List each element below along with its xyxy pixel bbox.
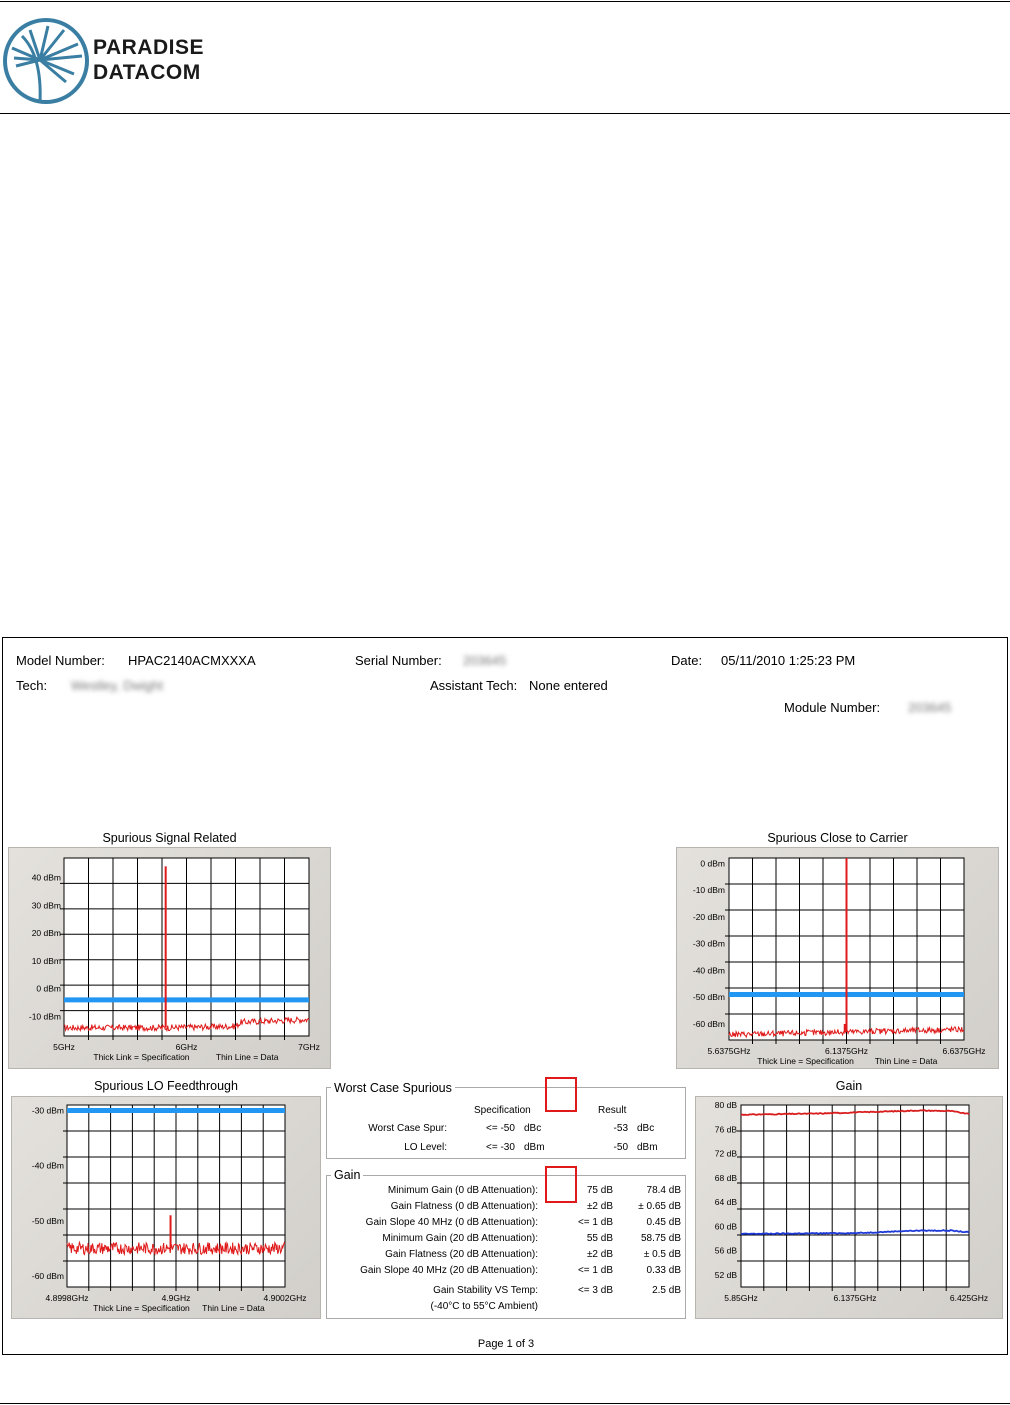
- x-tick-label: 4.9002GHz: [263, 1293, 307, 1303]
- y-tick-label: 10 dBm: [31, 955, 61, 966]
- legend-data-label: Thin Line = Data: [874, 1056, 938, 1066]
- lo-level-label: LO Level:: [404, 1142, 447, 1153]
- x-tick-label: 5.6375GHz: [707, 1046, 751, 1056]
- x-tick-label: 4.8998GHz: [45, 1293, 89, 1303]
- module-label: Module Number:: [784, 700, 881, 715]
- gain-row-spec: ±2 dB: [586, 1201, 613, 1212]
- x-tick-label: 6GHz: [175, 1042, 198, 1052]
- date-label: Date:: [671, 653, 703, 668]
- gain-row-spec: <= 3 dB: [577, 1285, 613, 1296]
- y-tick-label: 0 dBm: [700, 858, 725, 869]
- gain-row-spec: 55 dB: [586, 1233, 613, 1244]
- assistant-label: Assistant Tech:: [430, 678, 518, 693]
- y-tick-label: 72 dB: [714, 1148, 737, 1159]
- top-rule: [0, 1, 1010, 2]
- chart-spur-lo: [11, 1096, 321, 1319]
- company-name-line1: PARADISE: [93, 36, 204, 59]
- gain-row-label: Gain Flatness (0 dB Attenuation):: [390, 1201, 538, 1212]
- legend-spec-label: Thick Line = Specification: [757, 1056, 854, 1066]
- y-tick-label: 0 dBm: [36, 983, 61, 994]
- palm-globe-icon: [2, 16, 90, 106]
- chart-title-spur-lo: Spurious LO Feedthrough: [94, 1079, 238, 1093]
- chart-spur-signal: [8, 847, 331, 1069]
- spec-header: Specification: [474, 1105, 531, 1116]
- worst-spur-result-unit: dBc: [637, 1123, 655, 1134]
- model-label: Model Number:: [16, 653, 105, 668]
- gain-row-result: 0.33 dB: [646, 1265, 681, 1276]
- worst-spur-spec: <= -50: [486, 1123, 515, 1134]
- serial-value: 203645: [463, 653, 507, 668]
- lo-level-spec: <= -30: [486, 1142, 515, 1153]
- model-value: HPAC2140ACMXXXA: [128, 653, 256, 668]
- x-tick-label: 6.1375GHz: [833, 1293, 877, 1303]
- y-tick-label: -40 dBm: [692, 965, 725, 976]
- gain-row-label: Gain Slope 40 MHz (20 dB Attenuation):: [360, 1265, 538, 1276]
- gain-row-result: ± 0.5 dB: [643, 1249, 681, 1260]
- gain-row-label: Minimum Gain (20 dB Attenuation):: [382, 1233, 538, 1244]
- company-name-line2: DATACOM: [93, 61, 201, 84]
- gain-row-spec: 75 dB: [586, 1185, 613, 1196]
- gain-row-label: Gain Flatness (20 dB Attenuation):: [385, 1249, 538, 1260]
- date-value: 05/11/2010 1:25:23 PM: [721, 653, 856, 668]
- gain-row-spec: <= 1 dB: [577, 1217, 613, 1228]
- gain-note: (-40°C to 55°C Ambient): [430, 1301, 538, 1312]
- gain-row-label: Gain Slope 40 MHz (0 dB Attenuation):: [365, 1217, 538, 1228]
- result-header: Result: [598, 1105, 627, 1116]
- y-tick-label: -10 dBm: [692, 885, 725, 896]
- y-tick-label: 64 dB: [714, 1197, 737, 1208]
- red-marker: [545, 1077, 577, 1112]
- y-tick-label: -50 dBm: [692, 992, 725, 1003]
- gain-box: [326, 1175, 686, 1319]
- page-footer: Page 1 of 3: [477, 1338, 535, 1350]
- legend-data-label: Thin Line = Data: [202, 1303, 265, 1313]
- gain-row-result: ± 0.65 dB: [638, 1201, 681, 1212]
- chart-title-gain: Gain: [835, 1079, 863, 1093]
- y-tick-label: 30 dBm: [31, 900, 61, 911]
- test-report: [2, 637, 1008, 1355]
- chart-gain: [695, 1096, 1003, 1319]
- y-tick-label: 52 dB: [714, 1269, 737, 1280]
- lo-level-spec-unit: dBm: [524, 1142, 545, 1153]
- x-tick-label: 6.1375GHz: [825, 1046, 868, 1056]
- header-rule: [0, 113, 1010, 114]
- lo-level-result-unit: dBm: [637, 1142, 658, 1153]
- worst-case-title: Worst Case Spurious: [331, 1081, 455, 1095]
- tech-value: Westley, Dwight: [71, 678, 163, 693]
- y-tick-label: -40 dBm: [31, 1160, 64, 1171]
- gain-title: Gain: [331, 1168, 363, 1182]
- gain-row-result: 0.45 dB: [646, 1217, 681, 1228]
- gain-row-result: 78.4 dB: [646, 1185, 681, 1196]
- gain-row-result: 2.5 dB: [652, 1285, 681, 1296]
- gain-row-label: Minimum Gain (0 dB Attenuation):: [387, 1185, 538, 1196]
- chart-spur-carrier: [676, 847, 999, 1069]
- gain-row-label: Gain Stability VS Temp:: [433, 1285, 538, 1296]
- gain-row-spec: <= 1 dB: [577, 1265, 613, 1276]
- y-tick-label: 40 dBm: [31, 872, 61, 883]
- legend-data-label: Thin Line = Data: [215, 1052, 279, 1062]
- x-tick-label: 7GHz: [298, 1042, 320, 1052]
- chart-title-spur-signal: Spurious Signal Related: [102, 831, 237, 845]
- y-tick-label: -30 dBm: [692, 938, 725, 949]
- module-value: 203645: [908, 700, 952, 715]
- legend-spec-label: Thick Line = Specification: [93, 1303, 190, 1313]
- x-tick-label: 6.6375GHz: [942, 1046, 986, 1056]
- assistant-value: None entered: [529, 678, 608, 693]
- gain-row-spec: ±2 dB: [586, 1249, 613, 1260]
- tech-label: Tech:: [16, 678, 48, 693]
- y-tick-label: 56 dB: [714, 1245, 737, 1256]
- y-tick-label: -50 dBm: [31, 1215, 64, 1226]
- y-tick-label: 68 dB: [714, 1172, 737, 1183]
- serial-label: Serial Number:: [355, 653, 442, 668]
- worst-spur-result: -53: [613, 1123, 628, 1134]
- y-tick-label: 80 dB: [714, 1100, 737, 1110]
- x-tick-label: 6.425GHz: [949, 1293, 989, 1303]
- gain-row-result: 58.75 dB: [640, 1233, 681, 1244]
- worst-spur-spec-unit: dBc: [524, 1123, 542, 1134]
- x-tick-label: 4.9GHz: [161, 1293, 191, 1303]
- worst-spur-label: Worst Case Spur:: [368, 1123, 447, 1134]
- y-tick-label: -10 dBm: [28, 1011, 61, 1022]
- y-tick-label: -60 dBm: [692, 1018, 725, 1029]
- y-tick-label: 20 dBm: [31, 928, 61, 939]
- x-tick-label: 5GHz: [53, 1042, 75, 1052]
- chart-title-spur-carrier: Spurious Close to Carrier: [767, 831, 908, 845]
- y-tick-label: -30 dBm: [31, 1105, 64, 1116]
- y-tick-label: -60 dBm: [31, 1270, 64, 1281]
- y-tick-label: -20 dBm: [692, 911, 725, 922]
- y-tick-label: 76 dB: [714, 1124, 737, 1135]
- y-tick-label: 60 dB: [714, 1221, 737, 1232]
- legend-spec-label: Thick Link = Specification: [93, 1052, 190, 1062]
- bottom-rule: [0, 1403, 1010, 1404]
- x-tick-label: 5.85GHz: [724, 1293, 758, 1303]
- lo-level-result: -50: [613, 1142, 628, 1153]
